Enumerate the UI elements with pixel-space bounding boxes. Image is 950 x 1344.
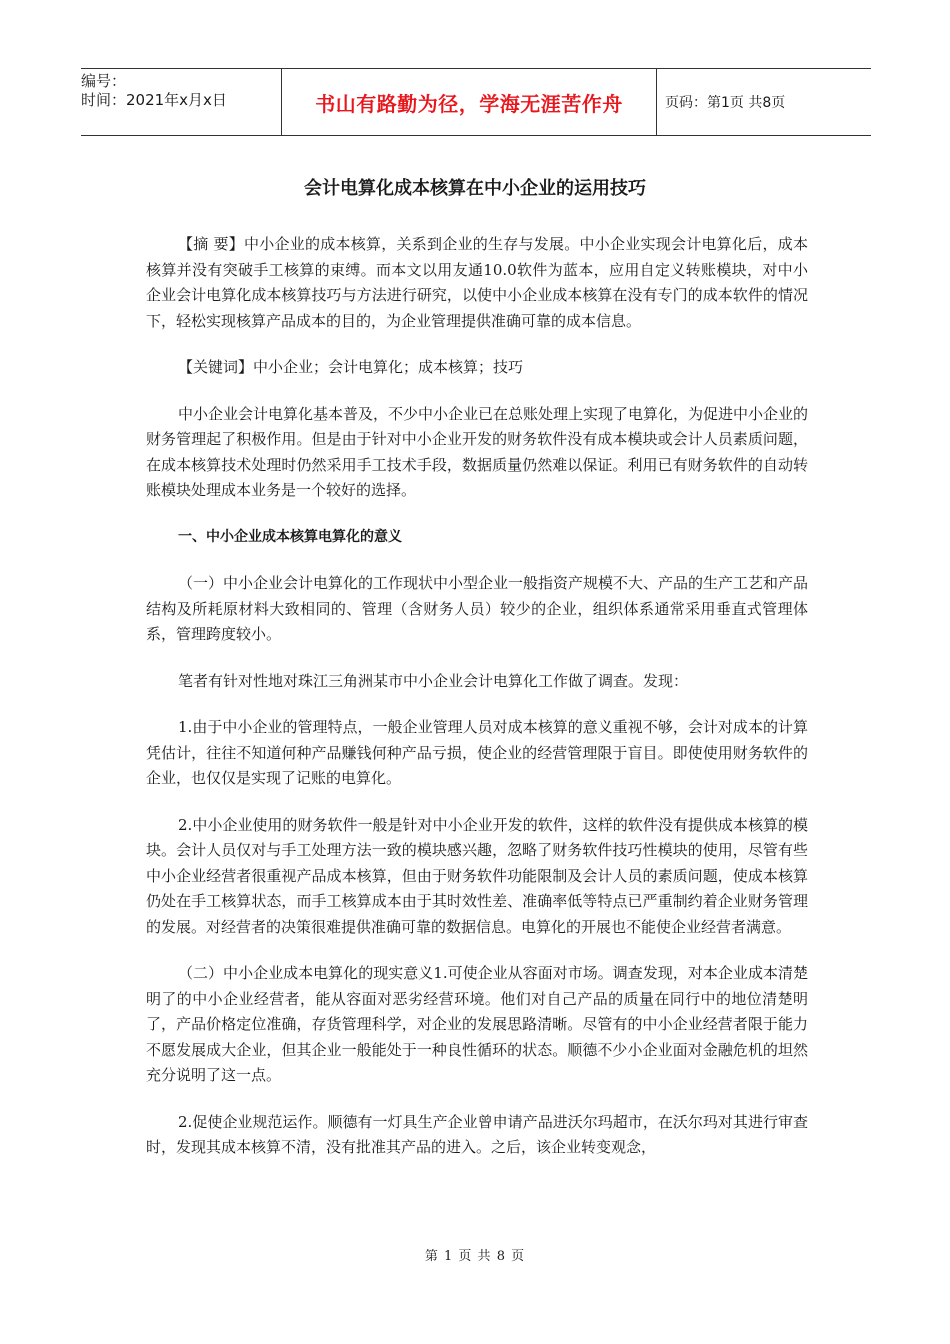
abstract-paragraph: 【摘 要】中小企业的成本核算，关系到企业的生存与发展。中小企业实现会计电算化后，成本核算并没有突破手工核算的束缚。而本文以用友通10.0软件为蓝本，应用自定义转账模块，对中小企业会计电算化成本核算技巧与方法进行研究，以使中小企业成本核算在没有专门的成本软件的情况下，轻松实现核算产品成本的目的，为企业管理提供准确可靠的成本信息。	[146, 235, 808, 330]
header-motto: 书山有路勤为径，学海无涯苦作舟	[281, 69, 657, 135]
header-page-label: 页码：第1页 共8页	[665, 95, 786, 111]
body-paragraph: 2.促使企业规范运作。顺德有一灯具生产企业曾申请产品进沃尔玛超市，在沃尔玛对其进行审查时，发现其成本核算不清，没有批准其产品的进入。之后，该企业转变观念，	[146, 1112, 808, 1156]
intro-paragraph: 中小企业会计电算化基本普及，不少中小企业已在总账处理上实现了电算化，为促进中小企业的财务管理起了积极作用。但是由于针对中小企业开发的财务软件没有成本模块或会计人员素质问题，在成本核算技术处理时仍然采用手工技术手段，数据质量仍然难以保证。利用已有财务软件的自动转账模块处理成本业务是一个较好的选择。	[146, 404, 809, 499]
body-paragraph: 笔者有针对性地对珠江三角洲某市中小企业会计电算化工作做了调查。发现：	[178, 671, 689, 690]
body-paragraph: （二）中小企业成本电算化的现实意义1.可使企业从容面对市场。调查发现，对本企业成本清楚明了的中小企业经营者，能从容面对恶劣经营环境。他们对自己产品的质量在同行中的地位清楚明了，产品价格定位准确，存货管理科学，对企业的发展思路清晰。尽管有的中小企业经营者限于能力不愿发展成大企业，但其企业一般能处于一种良性循环的状态。顺德不少小企业面对金融危机的坦然充分说明了这一点。	[146, 964, 808, 1084]
header-number-label: 编号：	[81, 72, 127, 90]
body-paragraph: 2.中小企业使用的财务软件一般是针对中小企业开发的软件，这样的软件没有提供成本核算的模块。会计人员仅对与手工处理方法一致的模块感兴趣，忽略了财务软件技巧性模块的使用，尽管有些中小企业经营者很重视产品成本核算，但由于财务软件功能限制及会计人员的素质问题，使成本核算仍处在手工核算状态，而手工核算成本由于其时效性差、准确率低等特点已严重制约着企业财务管理的发展。对经营者的决策很难提供准确可靠的数据信息。电算化的开展也不能使企业经营者满意。	[146, 815, 808, 936]
header-time-label: 时间：2021年x月x日	[81, 91, 227, 109]
header-meta	[81, 69, 281, 135]
document-body	[146, 232, 808, 1182]
body-paragraph: 1.由于中小企业的管理特点，一般企业管理人员对成本核算的意义重视不够，会计对成本的计算凭估计，往往不知道何种产品赚钱何种产品亏损，使企业的经营管理限于盲目。即使使用财务软件的企业，也仅仅是实现了记账的电算化。	[146, 718, 808, 787]
section-heading: 一、中小企业成本核算电算化的意义	[178, 528, 402, 545]
keywords-paragraph: 【关键词】中小企业；会计电算化；成本核算；技巧	[178, 358, 524, 376]
document-header	[81, 68, 871, 136]
body-paragraph: （一）中小企业会计电算化的工作现状中小型企业一般指资产规模不大、产品的生产工艺和产品结构及所耗原材料大致相同的、管理（含财务人员）较少的企业，组织体系通常采用垂直式管理体系，管理跨度较小。	[146, 574, 809, 643]
page-footer: 第 1 页 共 8 页	[424, 1249, 526, 1264]
document-title: 会计电算化成本核算在中小企业的运用技巧	[304, 178, 646, 199]
